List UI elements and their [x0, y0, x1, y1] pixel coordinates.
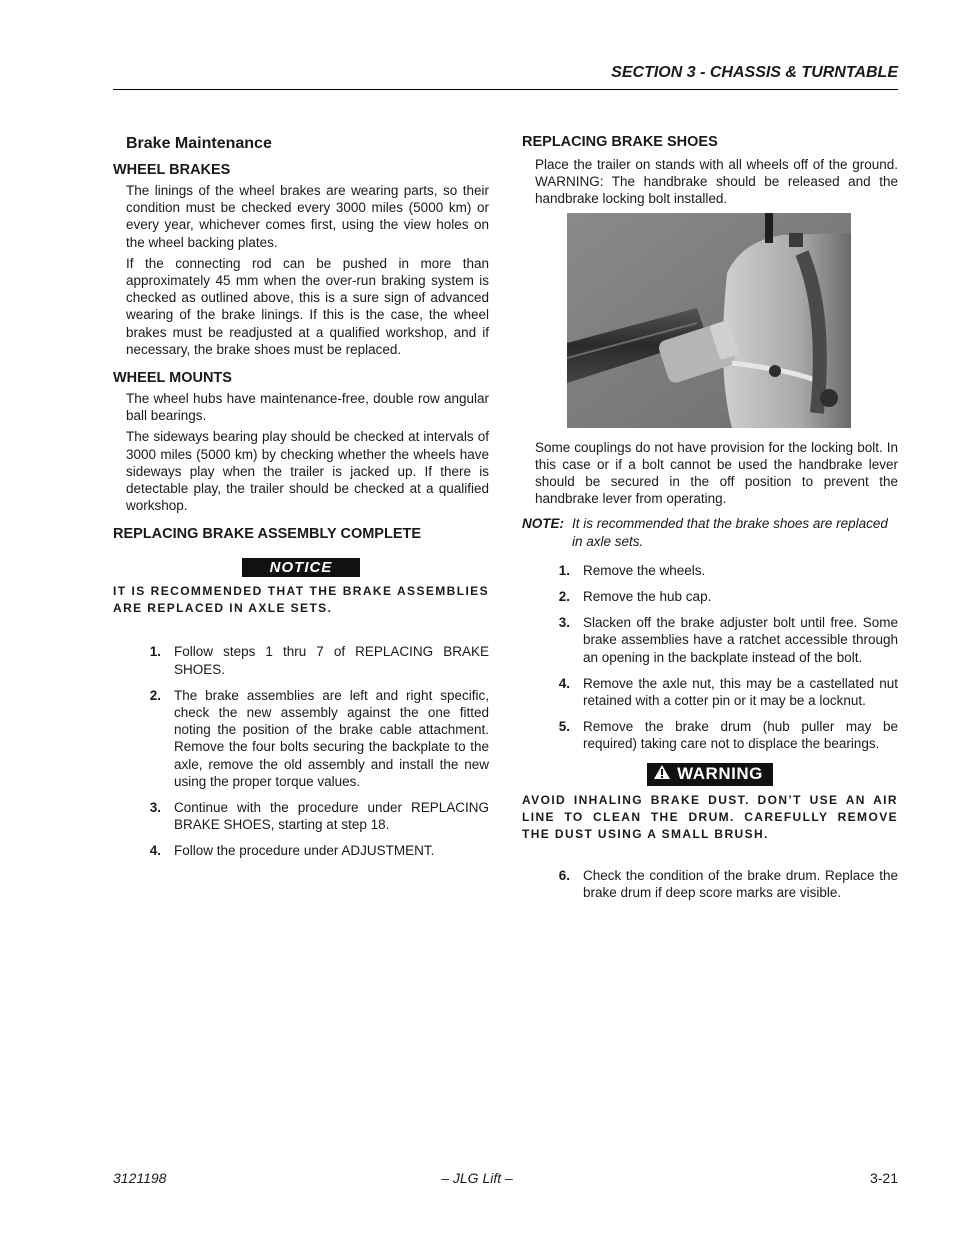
step-number: 4. — [149, 843, 161, 859]
list-item — [522, 614, 898, 666]
brake-coupling-photo — [567, 213, 851, 428]
step-text: Check the condition of the brake drum. Replace the brake drum if deep score marks are visible. — [583, 867, 898, 900]
step-text: Remove the hub cap. — [583, 589, 712, 605]
replacing-shoes-heading: REPLACING BRAKE SHOES — [522, 134, 718, 150]
page-number: 3-21 — [869, 1170, 898, 1186]
step-text: The brake assemblies are left and right specific, check the new assembly against the one fitted noting the position of the brake cable attachment. Remove the four bolts securing the backplate to the axle, remove the old assembly and install the new using the proper torque values. — [174, 687, 489, 789]
warning-badge — [647, 763, 773, 786]
assembly-steps-list — [113, 643, 489, 859]
step-number: 2. — [558, 589, 570, 605]
shoe-steps-list — [522, 562, 898, 753]
step-text: Remove the brake drum (hub puller may be required) taking care not to displace the bearings. — [583, 719, 898, 752]
header-divider — [113, 89, 898, 90]
replacing-shoes-paragraph-2: Some couplings do not have provision for the locking bolt. In this case or if a bolt cannot be used the handbrake lever should be secured in the off position to prevent the handbrake lever from operating. — [535, 439, 898, 507]
step-number: 5. — [558, 719, 570, 735]
notice-badge: NOTICE — [242, 558, 361, 577]
list-item — [522, 588, 898, 605]
step-number: 6. — [558, 867, 570, 883]
warning-triangle-icon — [653, 764, 671, 785]
step-number: 1. — [558, 562, 570, 578]
step-number: 2. — [149, 687, 161, 703]
replacing-assembly-heading: REPLACING BRAKE ASSEMBLY COMPLETE — [113, 526, 422, 543]
warning-text: AVOID INHALING BRAKE DUST. DON’T USE AN AIR LINE TO CLEAN THE DRUM. CAREFULLY REMOVE THE DUST USING A SMALL BRUSH. — [522, 792, 898, 841]
wheel-mounts-paragraph-1: The wheel hubs have maintenance-free, double row angular ball bearings. — [126, 391, 489, 424]
wheel-brakes-paragraph-2: If the connecting rod can be pushed in more than approximately 45 mm when the over-run braking system is checked as outlined above, this is a sure sign of advanced wearing of the brake linings. If this is the case, the wheel brakes must be readjusted at a qualified workshop, and if necessary, the brake shoes must be replaced. — [126, 255, 489, 357]
note-block — [522, 515, 898, 549]
step-text: Follow steps 1 thru 7 of REPLACING BRAKE SHOES. — [174, 644, 489, 677]
wheel-mounts-paragraph-2: The sideways bearing play should be checked at intervals of 3000 miles (5000 km) by checking whether the wheels have sideways play when the trailer is jacked up. If there is detectable play, the trailer should be checked at a qualified workshop. — [126, 429, 489, 514]
step-number: 3. — [149, 800, 161, 816]
step-text: Continue with the procedure under REPLACING BRAKE SHOES, starting at step 18. — [174, 800, 489, 833]
warning-box — [522, 763, 898, 786]
list-item — [113, 643, 489, 677]
list-item — [522, 562, 898, 579]
step-text: Follow the procedure under ADJUSTMENT. — [174, 843, 435, 859]
replacing-shoes-paragraph-1: Place the trailer on stands with all wheels off of the ground. WARNING: The handbrake should be released and the handbrake locking bolt installed. — [535, 157, 898, 207]
left-column — [113, 130, 489, 869]
step-text: Remove the wheels. — [583, 562, 706, 578]
step-number: 4. — [558, 675, 570, 691]
list-item — [522, 675, 898, 709]
right-column — [522, 134, 898, 910]
list-item — [522, 718, 898, 752]
shoe-steps-list-continued — [522, 867, 898, 901]
wheel-mounts-heading: WHEEL MOUNTS — [113, 370, 232, 387]
document-number: 3121198 — [113, 1170, 167, 1186]
warning-label: WARNING — [677, 764, 763, 784]
step-text: Slacken off the brake adjuster bolt until free. Some brake assemblies have a ratchet accessible through an opening in the backplate instead of the bolt. — [583, 615, 898, 665]
brake-maintenance-title: Brake Maintenance — [126, 135, 272, 152]
brake-coupling-image — [567, 213, 851, 428]
note-label: NOTE: — [522, 516, 564, 532]
wheel-brakes-heading: WHEEL BRAKES — [113, 162, 231, 178]
step-number: 1. — [149, 644, 161, 660]
note-text: It is recommended that the brake shoes are replaced in axle sets. — [572, 516, 888, 549]
section-title: SECTION 3 - CHASSIS & TURNTABLE — [611, 64, 898, 81]
notice-text: IT IS RECOMMENDED THAT THE BRAKE ASSEMBLIES ARE REPLACED IN AXLE SETS. — [113, 584, 489, 616]
list-item — [113, 687, 489, 790]
list-item — [113, 799, 489, 833]
list-item — [113, 842, 489, 859]
step-number: 3. — [558, 615, 570, 631]
notice-box — [113, 558, 489, 577]
wheel-brakes-paragraph-1: The linings of the wheel brakes are wearing parts, so their condition must be checked every 3000 miles (5000 km) or every year, whichever comes first, using the view holes on the wheel backing plates. — [126, 183, 489, 250]
brand-footer: – JLG Lift – — [441, 1170, 513, 1186]
step-text: Remove the axle nut, this may be a castellated nut retained with a cotter pin or it may be a locknut. — [583, 675, 898, 709]
list-item — [522, 867, 898, 901]
